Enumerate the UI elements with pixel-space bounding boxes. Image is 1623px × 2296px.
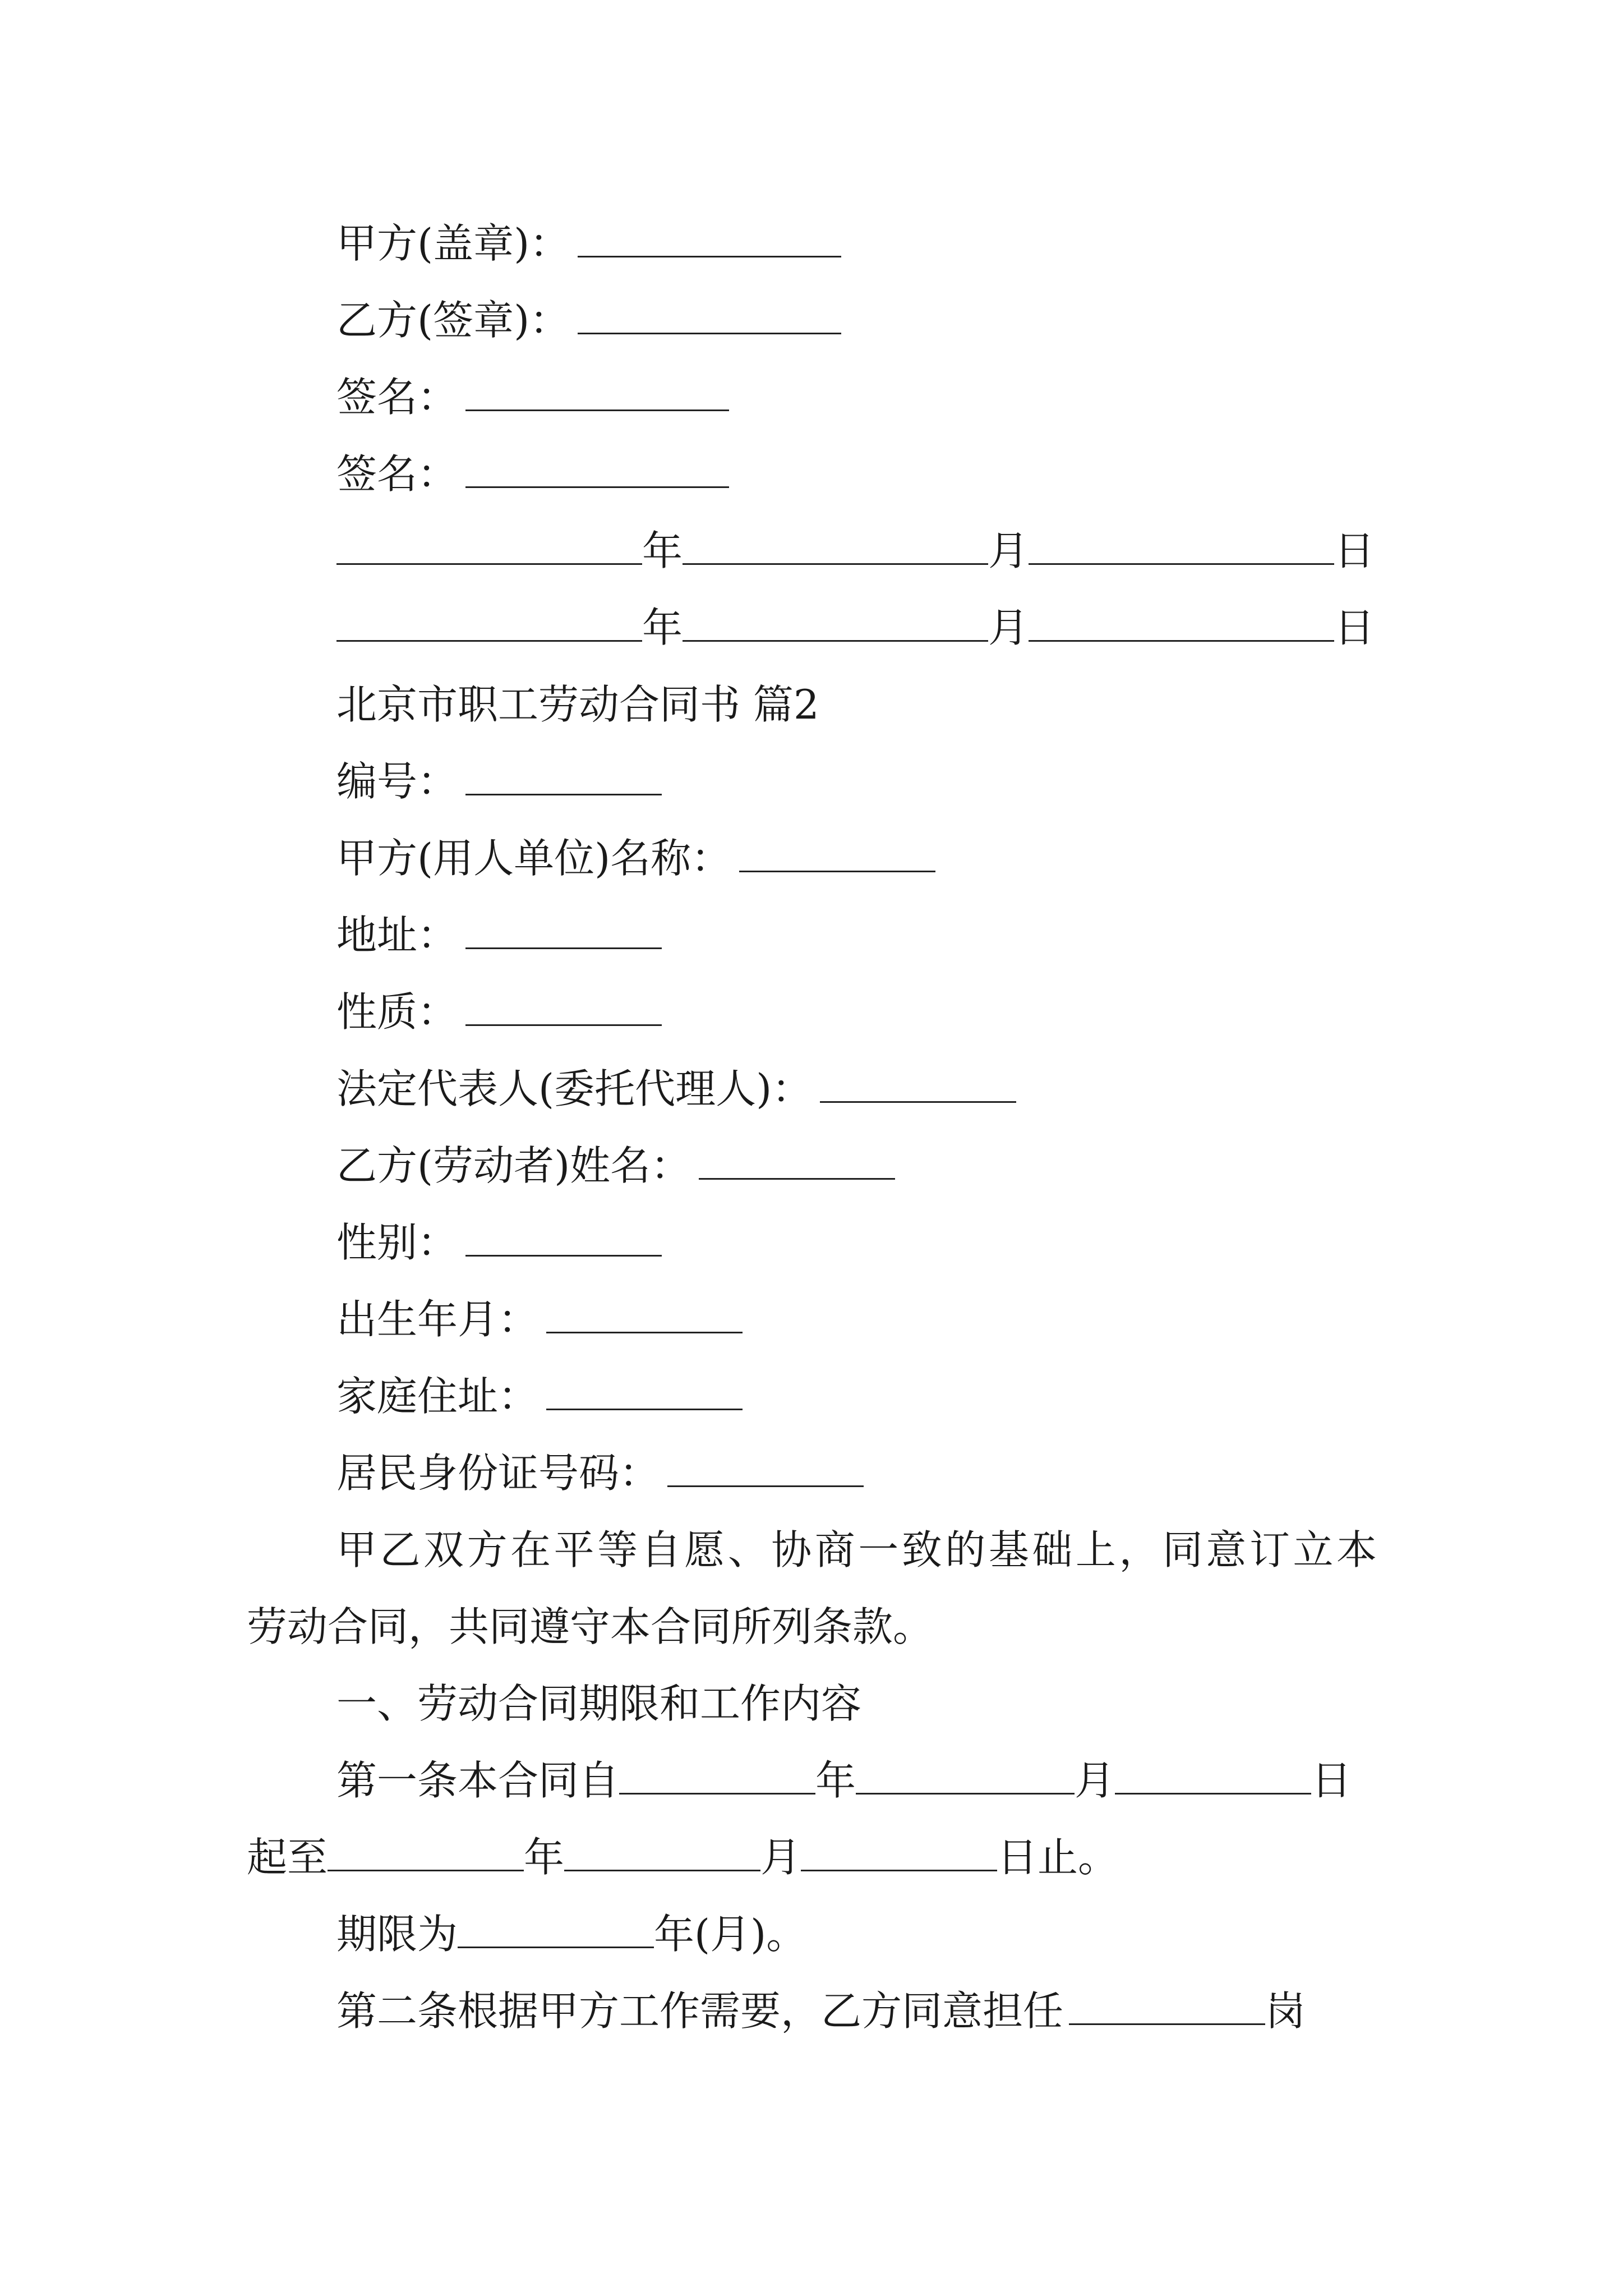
sign1-blank xyxy=(465,402,729,411)
art1-end-month-blank xyxy=(564,1862,760,1871)
art1-month-blank xyxy=(856,1785,1075,1795)
intro-paragraph-line1 xyxy=(0,1511,1623,1589)
party-a-seal-line xyxy=(0,205,1623,282)
id-number-blank xyxy=(667,1478,864,1487)
art1-end-year-blank xyxy=(328,1862,524,1871)
day-label: 日 xyxy=(1334,527,1375,574)
party-b-sign-label: 乙方(签章)： xyxy=(336,297,570,344)
art1-text: 第一条本合同自 xyxy=(336,1757,620,1804)
intro-text-1: 甲乙双方在平等自愿、协商一致的基础上，同意订立本 xyxy=(336,1526,1377,1573)
doc-title xyxy=(0,666,1623,743)
year-blank xyxy=(336,632,642,642)
sign1-label: 签名： xyxy=(336,374,458,421)
art1-day-blank xyxy=(1115,1785,1311,1795)
year-label: 年 xyxy=(642,604,683,651)
party-b-name-label: 乙方(劳动者)姓名： xyxy=(336,1142,691,1189)
birth-line xyxy=(0,1281,1623,1358)
birth-label: 出生年月： xyxy=(336,1296,539,1343)
id-number-line xyxy=(0,1434,1623,1512)
intro-text-2: 劳动合同，共同遵守本合同所列条款。 xyxy=(247,1603,934,1650)
home-address-blank xyxy=(546,1401,743,1410)
party-b-sign-blank xyxy=(578,325,841,334)
legal-rep-label: 法定代表人(委托代理人)： xyxy=(336,1065,813,1112)
nature-blank xyxy=(465,1016,662,1026)
month-label: 月 xyxy=(988,604,1029,651)
legal-rep-line xyxy=(0,1050,1623,1128)
sign2-line xyxy=(0,435,1623,513)
term-line xyxy=(0,1895,1623,1973)
gender-line xyxy=(0,1204,1623,1281)
art1-end-text: 日止。 xyxy=(997,1834,1119,1881)
art1-end-year-label: 年 xyxy=(524,1834,565,1881)
party-a-name-label: 甲方(用人单位)名称： xyxy=(336,835,732,882)
day-blank xyxy=(1029,555,1334,565)
birth-blank xyxy=(546,1324,743,1333)
number-blank xyxy=(465,786,662,795)
party-a-name-blank xyxy=(739,863,935,872)
year-label: 年 xyxy=(642,527,683,574)
gender-blank xyxy=(465,1247,662,1257)
art2-post-blank xyxy=(1069,2016,1265,2025)
legal-rep-blank xyxy=(820,1093,1016,1103)
article1-line1 xyxy=(0,1742,1623,1819)
party-b-sign-line xyxy=(0,282,1623,359)
nature-line xyxy=(0,973,1623,1051)
term-suffix: 年(月)。 xyxy=(654,1911,807,1958)
art2-post-label: 岗 xyxy=(1265,1987,1306,2035)
sign2-label: 签名： xyxy=(336,450,458,498)
day-blank xyxy=(1029,632,1334,642)
art1-end-day-blank xyxy=(801,1862,997,1871)
number-line xyxy=(0,743,1623,820)
art1-month-label: 月 xyxy=(1075,1757,1115,1804)
doc-title-text: 北京市职工劳动合同书 篇2 xyxy=(336,681,819,728)
party-b-name-blank xyxy=(699,1170,895,1180)
number-label: 编号： xyxy=(336,758,458,805)
address-line xyxy=(0,896,1623,974)
section1-text: 一、劳动合同期限和工作内容 xyxy=(336,1680,862,1727)
article1-line2 xyxy=(0,1819,1623,1896)
section1-heading xyxy=(0,1665,1623,1742)
gender-label: 性别： xyxy=(336,1219,458,1266)
art2-text: 第二条根据甲方工作需要，乙方同意担任 xyxy=(336,1987,1064,2035)
address-label: 地址： xyxy=(336,912,458,959)
nature-label: 性质： xyxy=(336,988,458,1036)
id-number-label: 居民身份证号码： xyxy=(336,1450,660,1497)
month-blank xyxy=(683,632,988,642)
intro-paragraph-line2 xyxy=(0,1588,1623,1665)
month-label: 月 xyxy=(988,527,1029,574)
article2-line1 xyxy=(0,1972,1623,2050)
home-address-line xyxy=(0,1358,1623,1435)
party-a-name-line xyxy=(0,820,1623,897)
sign1-line xyxy=(0,358,1623,436)
term-prefix: 期限为 xyxy=(336,1911,458,1958)
art1-day-label: 日 xyxy=(1311,1757,1352,1804)
home-address-label: 家庭住址： xyxy=(336,1373,539,1420)
address-blank xyxy=(465,940,662,949)
party-a-seal-blank xyxy=(578,248,841,257)
art1-year-blank xyxy=(619,1785,815,1795)
term-blank xyxy=(458,1939,654,1948)
art1-start-text: 起至 xyxy=(247,1834,328,1881)
year-blank xyxy=(336,555,642,565)
sign2-blank xyxy=(465,478,729,488)
day-label: 日 xyxy=(1334,604,1375,651)
month-blank xyxy=(683,555,988,565)
art1-year-label: 年 xyxy=(815,1757,856,1804)
date-line-2 xyxy=(0,589,1623,666)
art1-end-month-label: 月 xyxy=(760,1834,801,1881)
party-a-seal-label: 甲方(盖章)： xyxy=(336,220,570,267)
date-line-1 xyxy=(0,512,1623,590)
party-b-name-line xyxy=(0,1127,1623,1204)
